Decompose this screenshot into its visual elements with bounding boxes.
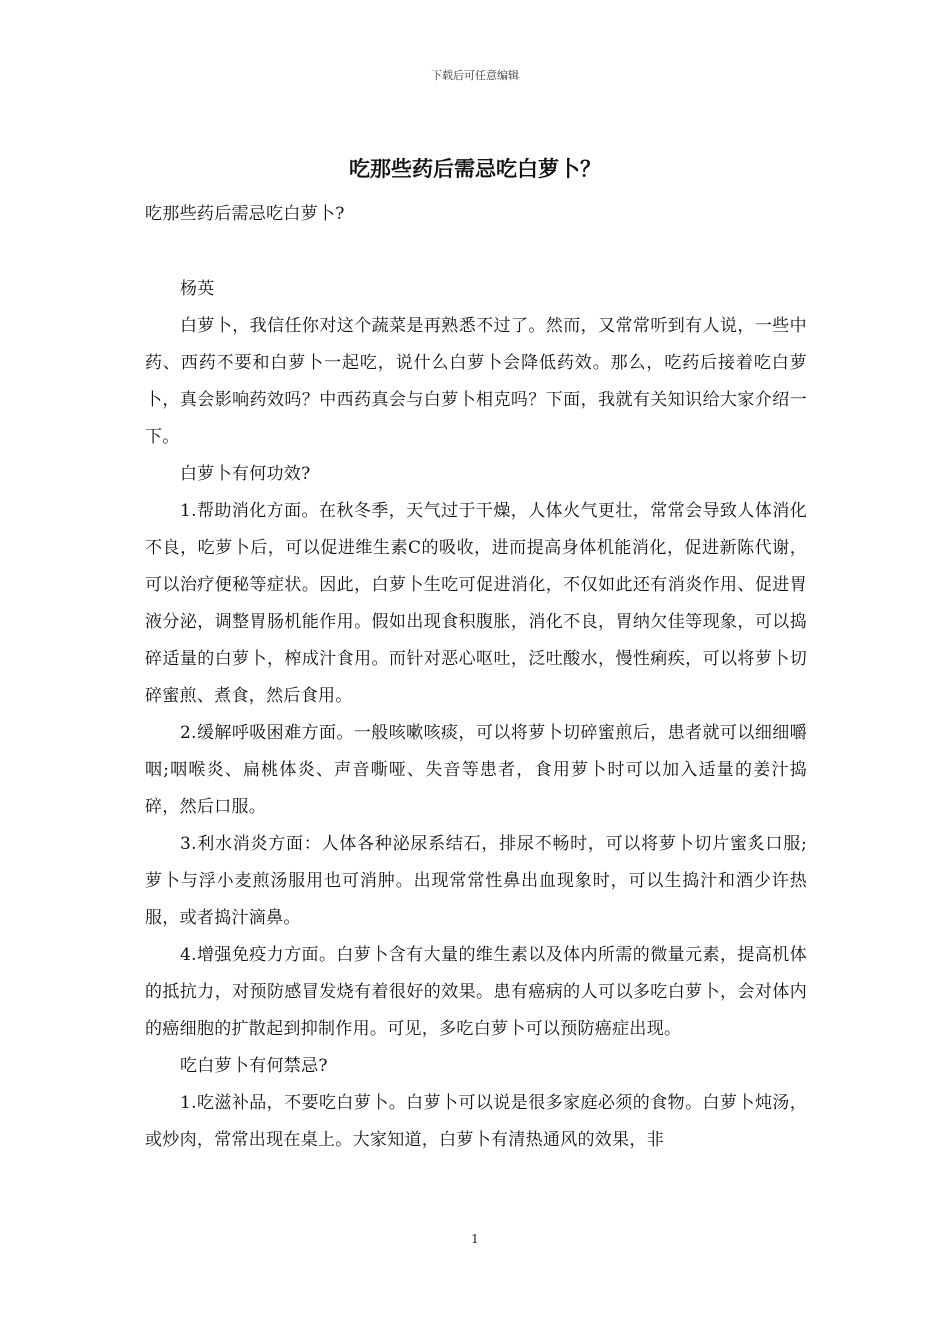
page-title: 吃那些药后需忌吃白萝卜？	[349, 156, 601, 181]
paragraph-tonic: 1.吃滋补品，不要吃白萝卜。白萝卜可以说是很多家庭必须的食物。白萝卜炖汤，或炒肉，常常出现在桌上。大家知道，白萝卜有清热通风的效果，非	[145, 1093, 807, 1150]
document-subtitle: 吃那些药后需忌吃白萝卜?	[145, 204, 345, 224]
author-name: 杨英	[180, 279, 215, 299]
paragraph-digestion: 1.帮助消化方面。在秋冬季，天气过于干燥，人体火气更壮，常常会导致人体消化不良，吃萝卜后，可以促进维生素C的吸收，进而提高身体机能消化，促进新陈代谢，可以治疗便秘等症状。因此，白萝卜生吃可促进消化，不仅如此还有消炎作用、促进胃液分泌，调整胃肠机能作用。假如出现食积腹胀，消化不良，胃纳欠佳等现象，可以捣碎适量的白萝卜，榨成汁食用。而针对恶心呕吐，泛吐酸水，慢性痢疾，可以将萝卜切碎蜜煎、煮食，然后食用。	[145, 501, 807, 706]
paragraph-immunity: 4.增强免疫力方面。白萝卜含有大量的维生素以及体内所需的微量元素，提高机体的抵抗力，对预防感冒发烧有着很好的效果。患有癌病的人可以多吃白萝卜，会对体内的癌细胞的扩散起到抑制作用。可见，多吃白萝卜可以预防癌症出现。	[145, 945, 807, 1039]
section-heading-benefits: 白萝卜有何功效?	[180, 464, 311, 484]
document-body	[145, 196, 807, 1159]
section-heading-taboos: 吃白萝卜有何禁忌?	[180, 1056, 328, 1076]
paragraph-intro: 白萝卜，我信任你对这个蔬菜是再熟悉不过了。然而，又常常听到有人说，一些中药、西药不要和白萝卜一起吃，说什么白萝卜会降低药效。那么，吃药后接着吃白萝卜，真会影响药效吗？中西药真会与白萝卜相克吗？下面，我就有关知识给大家介绍一下。	[145, 316, 807, 447]
paragraph-breathing: 2.缓解呼吸困难方面。一般咳嗽咳痰，可以将萝卜切碎蜜煎后，患者就可以细细嚼咽;咽喉炎、扁桃体炎、声音嘶哑、失音等患者，食用萝卜时可以加入适量的姜汁捣碎，然后口服。	[145, 723, 807, 817]
page-number: 1	[471, 1232, 479, 1246]
header-note: 下载后可任意编辑	[431, 69, 519, 82]
paragraph-diuretic: 3.利水消炎方面：人体各种泌尿系结石，排尿不畅时，可以将萝卜切片蜜炙口服;萝卜与浮小麦煎汤服用也可消肿。出现常常性鼻出血现象时，可以生捣汁和酒少许热服，或者捣汁滴鼻。	[145, 834, 807, 928]
